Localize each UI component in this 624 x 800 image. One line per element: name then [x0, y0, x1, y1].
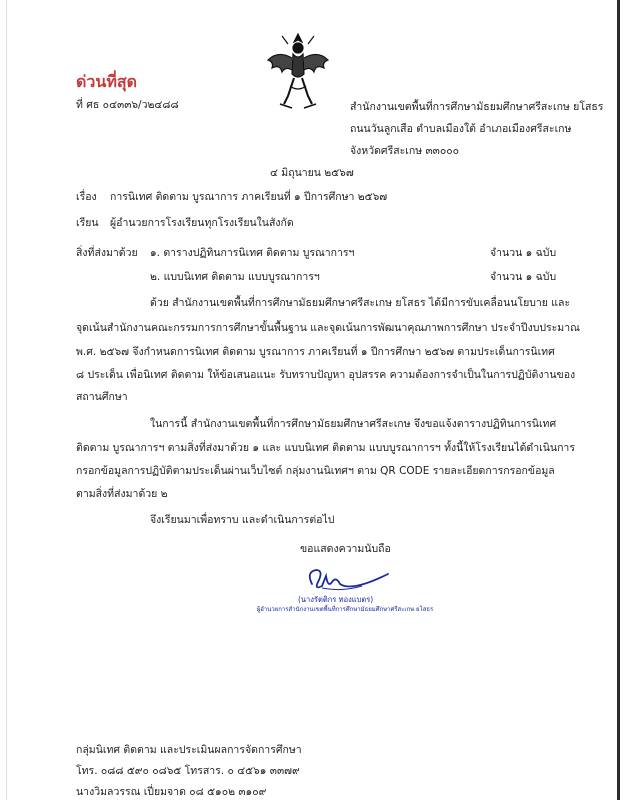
body-para1-line-1: ด้วย สำนักงานเขตพื้นที่การศึกษามัธยมศึกษาศรีสะเกษ ยโสธร ได้มีการขับเคลื่อนนโยบาย และ [150, 297, 571, 309]
attachment-item-2: ๒. แบบนิเทศ ติดตาม แบบบูรณาการฯ [150, 271, 320, 283]
footer-contact: นางวิมลวรรณ เปี่ยมจาด ๐๘ ๕๑๐๒ ๓๑๐๙ [76, 786, 267, 798]
footer-phone: โทร. ๐๘๘ ๕๙๐ ๐๘๖๕ โทรสาร. ๐ ๔๕๖๑ ๓๓๗๙ [76, 765, 300, 777]
office-address-line-1: สำนักงานเขตพื้นที่การศึกษามัธยมศึกษาศรีสะเกษ ยโสธร [350, 101, 604, 113]
office-address-line-2: ถนนวันลูกเสือ ตำบลเมืองใต้ อำเภอเมืองศรีสะเกษ [350, 123, 572, 135]
body-para2-line-4: ตามสิ่งที่ส่งมาด้วย ๒ [76, 488, 168, 500]
document-number: ที่ ศธ ๐๔๓๓๖/ว๒๔๘๘ [76, 99, 179, 111]
body-para1-line-2: จุดเน้นสำนักงานคณะกรรมการการศึกษาขั้นพื้นฐาน และจุดเน้นการพัฒนาคุณภาพการศึกษา ประจำปีงบประมาณ [76, 322, 580, 334]
body-para1-line-5: สถานศึกษา [76, 391, 128, 403]
regards-text: ขอแสดงความนับถือ [300, 543, 391, 555]
attachment-qty-2: จำนวน ๑ ฉบับ [490, 271, 557, 283]
document-date: ๔ มิถุนายน ๒๕๖๗ [270, 167, 354, 179]
subject-label: เรื่อง [76, 191, 97, 203]
body-para1-line-4: ๘ ประเด็น เพื่อนิเทศ ติดตาม ให้ข้อเสนอแนะ รับทราบปัญหา อุปสรรค ความต้องการจำเป็นในการปฏิบัติงานของ [76, 369, 576, 381]
signer-name: (นางรัตติกร ทองแบตร) [298, 595, 374, 604]
urgency-stamp: ด่วนที่สุด [76, 72, 138, 91]
office-address-line-3: จังหวัดศรีสะเกษ ๓๓๐๐๐ [350, 145, 460, 157]
body-para1-line-3: พ.ศ. ๒๕๖๗ จึงกำหนดการนิเทศ ติดตาม บูรณาการ ภาคเรียนที่ ๑ ปีการศึกษา ๒๕๖๗ ตามประเด็นการนิเทศ [76, 346, 555, 358]
body-para2-line-1: ในการนี้ สำนักงานเขตพื้นที่การศึกษามัธยมศึกษาศรีสะเกษ จึงขอแจ้งตารางปฏิทินการนิเทศ [150, 418, 557, 430]
footer-department: กลุ่มนิเทศ ติดตาม และประเมินผลการจัดการศึกษา [76, 744, 302, 756]
body-para2-line-3: กรอกข้อมูลการปฏิบัติตามประเด็นผ่านเว็บไซต์ กลุ่มงานนิเทศฯ ตาม QR CODE รายละเอียดการกรอกข้อมูล [76, 465, 555, 477]
attachment-item-1: ๑. ตารางปฏิทินการนิเทศ ติดตาม บูรณาการฯ [150, 247, 355, 259]
closing-sentence: จึงเรียนมาเพื่อทราบ และดำเนินการต่อไป [150, 514, 335, 526]
garuda-emblem [264, 30, 332, 112]
attachments-label: สิ่งที่ส่งมาด้วย [76, 247, 138, 259]
attachment-qty-1: จำนวน ๑ ฉบับ [490, 247, 557, 259]
recipient-label: เรียน [76, 217, 99, 229]
signer-position: ผู้อำนวยการสำนักงานเขตพื้นที่การศึกษามัธยมศึกษาศรีสะเกษ ยโสธร [256, 606, 434, 613]
signature-scribble [292, 562, 402, 598]
body-para2-line-2: ติดตาม บูรณาการฯ ตามสิ่งที่ส่งมาด้วย ๑ และ แบบนิเทศ ติดตาม แบบบูรณาการฯ ทั้งนี้ให้โรงเรียนได้ดำเนินการ [76, 442, 575, 454]
subject-text: การนิเทศ ติดตาม บูรณาการ ภาคเรียนที่ ๑ ปีการศึกษา ๒๕๖๗ [110, 191, 388, 203]
recipient-text: ผู้อำนวยการโรงเรียนทุกโรงเรียนในสังกัด [110, 217, 294, 229]
